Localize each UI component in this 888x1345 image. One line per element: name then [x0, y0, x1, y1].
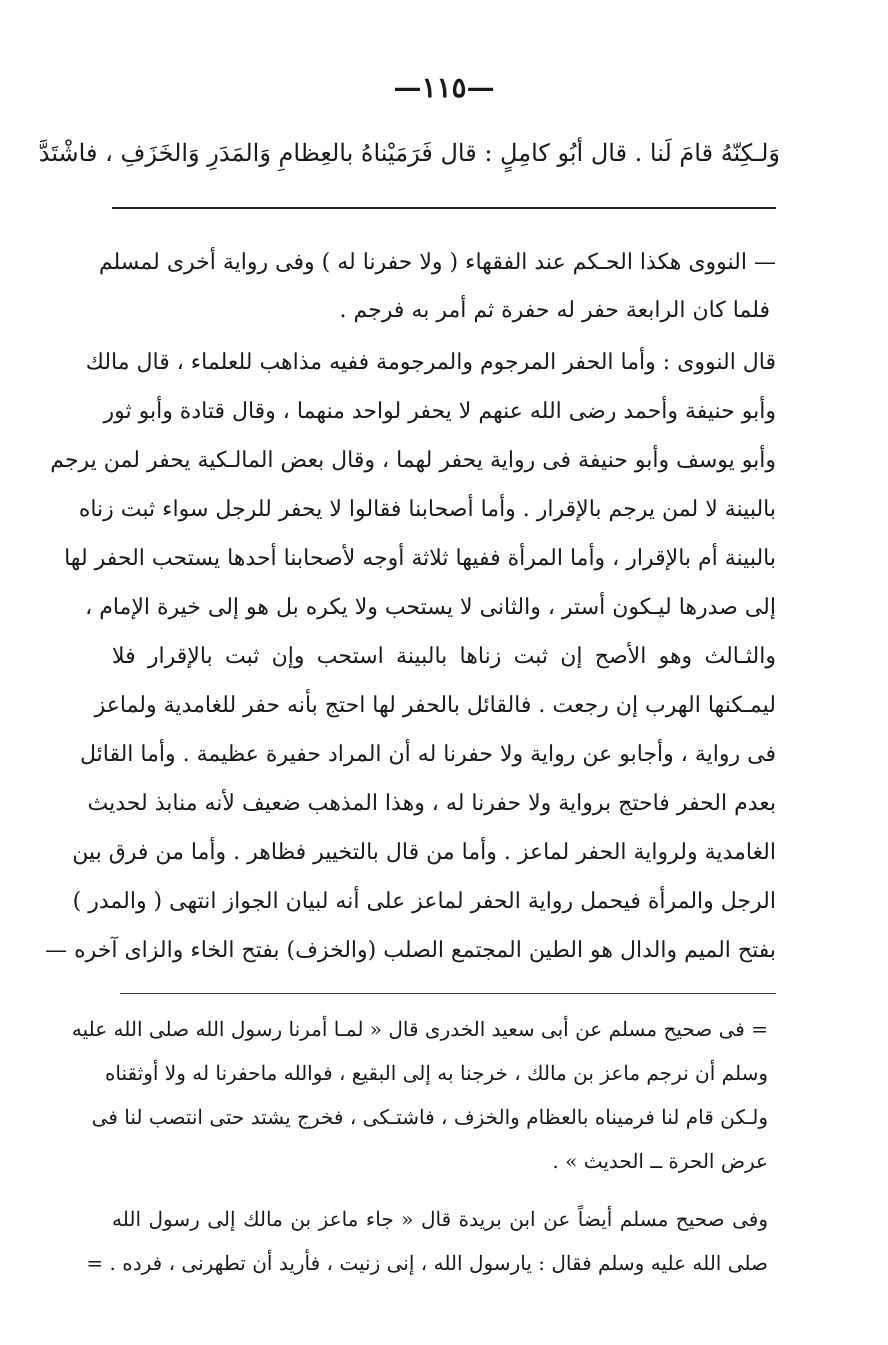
- hadith-text-line: وَلـكِنّهُ قامَ لَنا . قال أبُو كامِلٍ : قال فَرَمَيْناهُ بالعِظامِ وَالمَدَرِ وَالخَزَفِ ، فاشْتَدَّ: [38, 139, 780, 167]
- commentary-line: بفتح الميم والدال هو الطين المجتمع الصلب (والخزف) بفتح الخاء والزاى آخره —: [45, 938, 776, 963]
- commentary-line: إلى صدرها ليـكون أستر ، والثانى لا يستحب ولا يكره بل هو إلى خيرة الإمام ،: [85, 595, 776, 620]
- commentary-line: بالبينة أم بالإقرار ، وأما المرأة ففيها ثلاثة أوجه لأصحابنا أحدها يستحب الحفر لها: [64, 546, 776, 571]
- page-number: —١١٥—: [393, 71, 495, 104]
- section-divider: [112, 207, 776, 209]
- footnote-line: صلى الله عليه وسلم فقال : يارسول الله ، إنى زنيت ، فأريد أن تطهرنى ، فرده . =: [86, 1251, 768, 1275]
- commentary-line: وأبو حنيفة وأحمد رضى الله عنهم لا يحفر لواحد منهما ، وقال قتادة وأبو ثور: [103, 399, 776, 424]
- commentary-line: — النووى هكذا الحـكم عند الفقهاء ( ولا حفرنا له ) وفى رواية أخرى لمسلم: [98, 250, 776, 275]
- footnote-line: وسلم أن نرجم ماعز بن مالك ، خرجنا به إلى البقيع ، فوالله ماحفرنا له ولا أوثقناه: [104, 1061, 768, 1085]
- commentary-line: فى رواية ، وأجابو عن رواية ولا حفرنا له أن المراد حفيرة عظيمة . وأما القائل: [79, 742, 776, 767]
- commentary-line: قال النووى : وأما الحفر المرجوم والمرجومة ففيه مذاهب للعلماء ، قال مالك: [85, 350, 776, 375]
- commentary-line: والثـالث وهو الأصح إن ثبت زناها بالبينة استحب وإن ثبت بالإقرار فلا: [112, 644, 776, 669]
- footnote-line: وفى صحيح مسلم أيضاً عن ابن بريدة قال « جاء ماعز بن مالك إلى رسول الله: [112, 1207, 769, 1231]
- commentary-line: بعدم الحفر فاحتج برواية ولا حفرنا له ، وهذا المذهب ضعيف لأنه منابذ لحديث: [87, 791, 776, 816]
- commentary-line: وأبو يوسف وأبو حنيفة فى رواية يحفر لهما ، وقال بعض المالـكية يحفر لمن يرجم: [50, 448, 776, 473]
- commentary-line: الرجل والمرأة فيحمل رواية الحفر لماعز على أنه لبيان الجواز انتهى ( والمدر ): [72, 889, 776, 914]
- footnote-line: ولـكن قام لنا فرميناه بالعظام والخزف ، فاشتـكى ، فخرج يشتد حتى انتصب لنا فى: [91, 1105, 768, 1129]
- commentary-line: ليمـكنها الهرب إن رجعت . فالقائل بالحفر لها احتج بأنه حفر للغامدية ولماعز: [94, 693, 776, 718]
- footnote-line: = فى صحيح مسلم عن أبى سعيد الخدرى قال « لمـا أمرنا رسول الله صلى الله عليه: [71, 1017, 768, 1041]
- footnote-line: عرض الحرة ــ الحديث » .: [552, 1149, 768, 1173]
- commentary-line: فلما كان الرابعة حفر له حفرة ثم أمر به فرجم .: [339, 298, 770, 323]
- commentary-line: بالبينة لا لمن يرجم بالإقرار . وأما أصحابنا فقالوا لا يحفر للرجل سواء ثبت زناه: [78, 497, 776, 522]
- footnote-divider: [120, 993, 776, 994]
- commentary-line: الغامدية ولرواية الحفر لماعز . وأما من قال بالتخيير فظاهر . وأما من فرق بين: [72, 840, 776, 865]
